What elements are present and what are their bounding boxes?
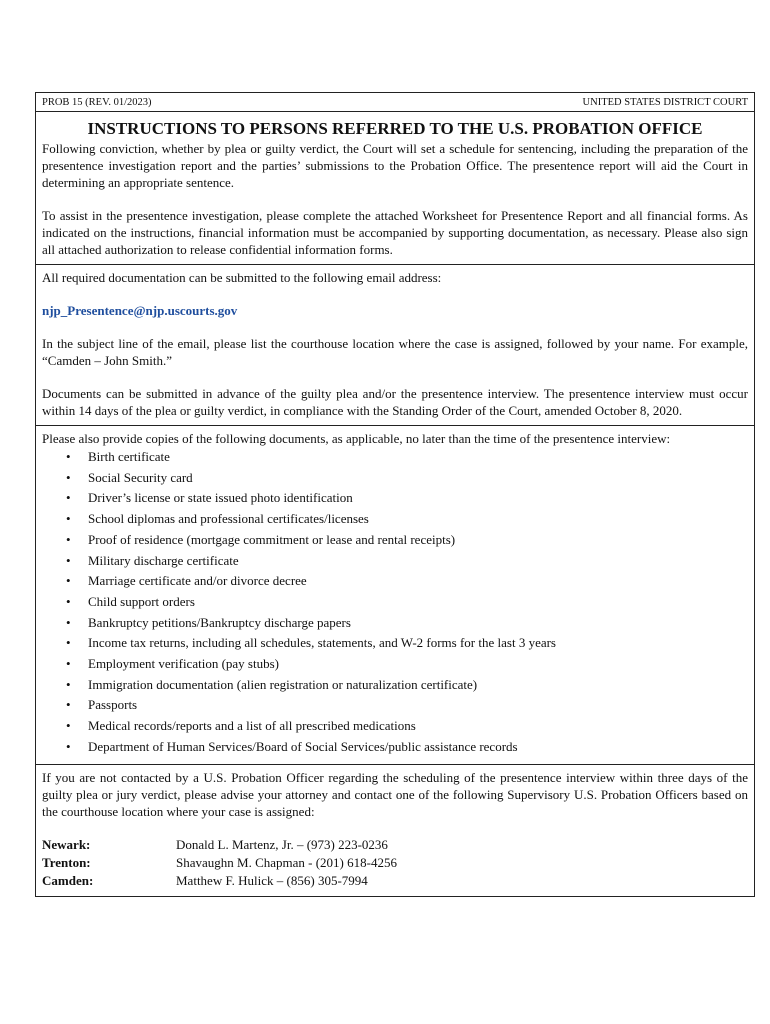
submission-email-link[interactable]: njp_Presentence@njp.uscourts.gov (42, 303, 238, 318)
list-item: • Military discharge certificate (42, 551, 748, 572)
contact-officer: Donald L. Martenz, Jr. – (973) 223-0236 (176, 836, 388, 852)
contact-location: Newark: (42, 836, 91, 852)
documents-list (42, 447, 748, 758)
intro-paragraph-1: Following conviction, whether by plea or guilty verdict, the Court will set a schedule for sentencing, including the preparation of the presentence investigation report and the parties’ submissions to the Probation Office. The presentence report will aid the Court in determining an appropriate sentence. (42, 141, 748, 190)
contact-row-trenton (42, 854, 748, 872)
list-item: • Department of Human Services/Board of Social Services/public assistance records (42, 737, 748, 758)
list-item: • Immigration documentation (alien registration or naturalization certificate) (42, 675, 748, 696)
contact-officer: Matthew F. Hulick – (856) 305-7994 (176, 872, 368, 888)
contact-section (36, 764, 754, 896)
documents-intro: Please also provide copies of the following documents, as applicable, no later than the time of the presentence interview: (42, 431, 671, 446)
form-header (36, 93, 754, 112)
list-item: • Birth certificate (42, 447, 748, 468)
officer-contacts (42, 836, 748, 890)
list-item: • Passports (42, 695, 748, 716)
list-item: • School diplomas and professional certificates/licenses (42, 509, 748, 530)
contact-location: Camden: (42, 872, 94, 888)
list-item: • Bankruptcy petitions/Bankruptcy discharge papers (42, 613, 748, 634)
submission-paragraph-1: All required documentation can be submitted to the following email address: (42, 270, 442, 285)
court-name: UNITED STATES DISTRICT COURT (582, 96, 748, 108)
submission-section (36, 264, 754, 425)
form-id: PROB 15 (REV. 01/2023) (42, 96, 152, 108)
list-item: • Social Security card (42, 468, 748, 489)
contact-paragraph: If you are not contacted by a U.S. Probation Officer regarding the scheduling of the presentence interview within three days of the guilty plea or jury verdict, please advise your attorney and contact one of the following Supervisory U.S. Probation Officers based on the courthouse location where your case is assigned: (42, 769, 748, 819)
submission-paragraph-3: Documents can be submitted in advance of the guilty plea and/or the presentence interview. The presentence interview must occur within 14 days of the plea or guilty verdict, in compliance with the Standing Order of the Court, amended October 8, 2020. (42, 386, 748, 418)
instruction-form (35, 92, 755, 897)
list-item: • Marriage certificate and/or divorce decree (42, 571, 748, 592)
list-item: • Medical records/reports and a list of all prescribed medications (42, 716, 748, 737)
contact-location: Trenton: (42, 854, 91, 870)
list-item: • Proof of residence (mortgage commitment or lease and rental receipts) (42, 530, 748, 551)
contact-row-newark (42, 836, 748, 854)
list-item: • Child support orders (42, 592, 748, 613)
documents-section (36, 425, 754, 764)
page-title: INSTRUCTIONS TO PERSONS REFERRED TO THE U.S. PROBATION OFFICE (87, 119, 703, 138)
submission-paragraph-2: In the subject line of the email, please list the courthouse location where the case is assigned, followed by your name. For example, “Camden – John Smith.” (42, 336, 748, 368)
contact-row-camden (42, 872, 748, 890)
list-item: • Income tax returns, including all schedules, statements, and W-2 forms for the last 3 years (42, 633, 748, 654)
contact-officer: Shavaughn M. Chapman - (201) 618-4256 (176, 854, 397, 870)
list-item: • Employment verification (pay stubs) (42, 654, 748, 675)
intro-section (36, 112, 754, 264)
intro-paragraph-2: To assist in the presentence investigation, please complete the attached Worksheet for Presentence Report and all financial forms. As indicated on the instructions, financial information must be accompanied by supporting documentation, as necessary. Please also sign all attached authorization to release confidential information forms. (42, 208, 748, 257)
submission-email-line (42, 302, 748, 319)
list-item: • Driver’s license or state issued photo identification (42, 488, 748, 509)
